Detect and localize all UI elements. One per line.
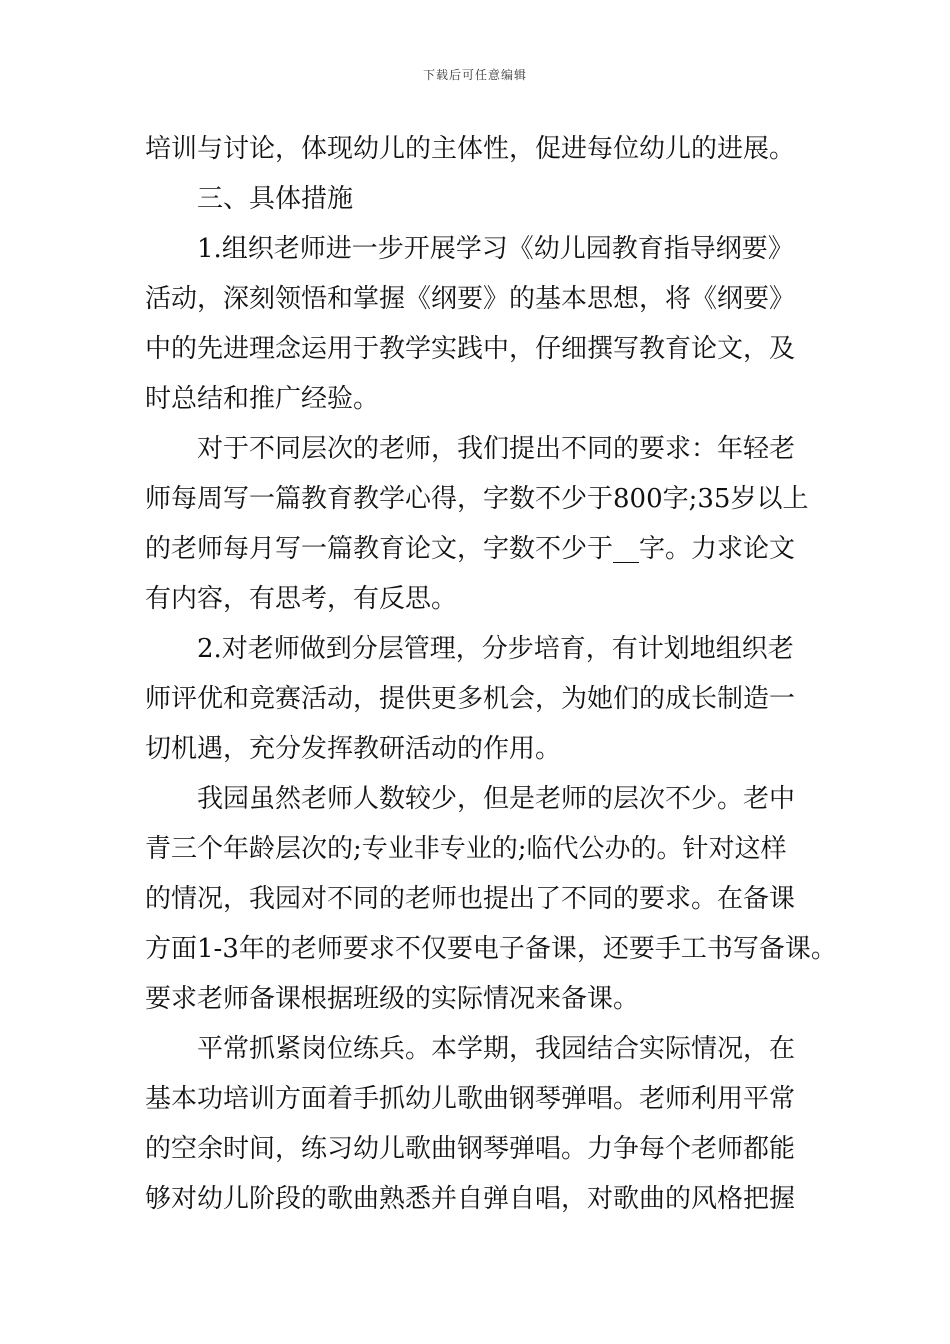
text-line: 基本功培训方面着手抓幼儿歌曲钢琴弹唱。老师利用平常 <box>145 1084 796 1114</box>
text-line: 够对幼儿阶段的歌曲熟悉并自弹自唱，对歌曲的风格把握 <box>145 1184 796 1214</box>
text-line: 师评优和竞赛活动，提供更多机会，为她们的成长制造一 <box>145 684 796 714</box>
text-line: 我园虽然老师人数较少，但是老师的层次不少。老中 <box>197 784 796 814</box>
text-line: 的情况，我园对不同的老师也提出了不同的要求。在备课 <box>145 884 796 914</box>
text-line: 师每周写一篇教育教学心得，字数不少于800字;35岁以上 <box>145 484 809 514</box>
text-line: 培训与讨论，体现幼儿的主体性，促进每位幼儿的进展。 <box>145 134 796 164</box>
header-note: 下载后可任意编辑 <box>422 68 527 82</box>
text-line: 的空余时间，练习幼儿歌曲钢琴弹唱。力争每个老师都能 <box>145 1134 796 1164</box>
text-line: 2.对老师做到分层管理，分步培育，有计划地组织老 <box>197 634 794 664</box>
text-line: 平常抓紧岗位练兵。本学期，我园结合实际情况，在 <box>197 1034 796 1064</box>
text-line: 1.组织老师进一步开展学习《幼儿园教育指导纲要》 <box>197 234 794 264</box>
text-line: 要求老师备课根据班级的实际情况来备课。 <box>145 984 640 1014</box>
text-line: 对于不同层次的老师，我们提出不同的要求：年轻老 <box>197 434 796 464</box>
text-line: 方面1-3年的老师要求不仅要电子备课，还要手工书写备课。 <box>145 934 837 964</box>
section-heading: 三、具体措施 <box>197 184 354 214</box>
text-line: 中的先进理念运用于教学实践中，仔细撰写教育论文，及 <box>145 334 796 364</box>
text-line: 时总结和推广经验。 <box>145 384 380 414</box>
text-line: 切机遇，充分发挥教研活动的作用。 <box>145 734 562 764</box>
text-line: 的老师每月写一篇教育论文，字数不少于__字。力求论文 <box>145 534 796 564</box>
document-body <box>145 124 837 1224</box>
text-line: 青三个年龄层次的;专业非专业的;临代公办的。针对这样 <box>145 834 787 864</box>
text-line: 活动，深刻领悟和掌握《纲要》的基本思想，将《纲要》 <box>145 284 796 314</box>
text-line: 有内容，有思考，有反思。 <box>145 584 458 614</box>
